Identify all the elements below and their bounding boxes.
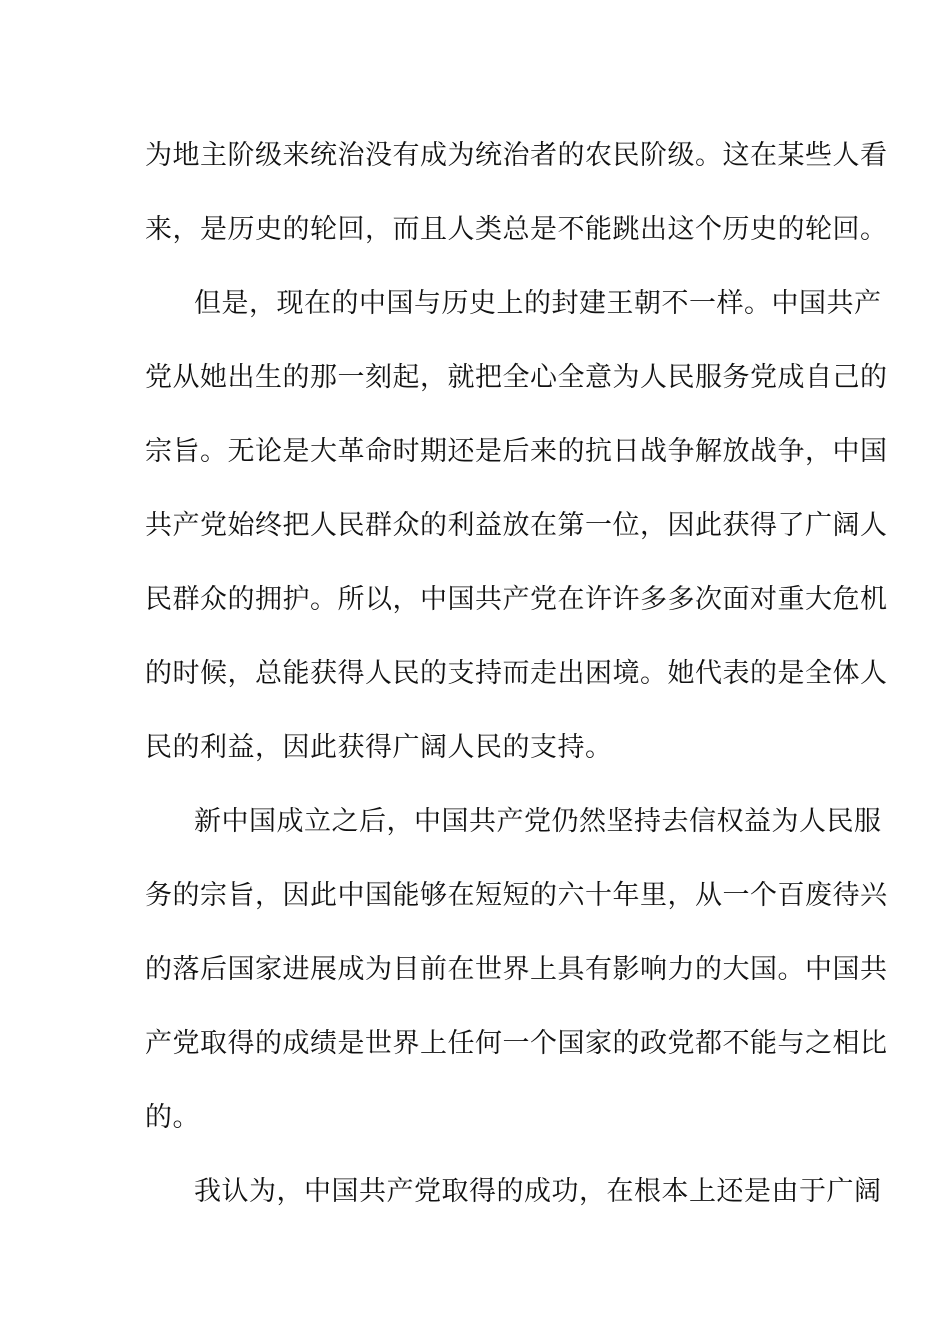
text-line-1: 为地主阶级来统治没有成为统治者的农民阶级。这在某些人看 bbox=[145, 140, 888, 171]
text-line-7: 民群众的拥护。所以，中国共产党在许许多多次面对重大危机 bbox=[145, 584, 888, 615]
text-line-14: 的。 bbox=[145, 1102, 200, 1133]
text-line-13: 产党取得的成绩是世界上任何一个国家的政党都不能与之相比 bbox=[145, 1028, 888, 1059]
text-line-11: 务的宗旨，因此中国能够在短短的六十年里，从一个百废待兴 bbox=[145, 880, 888, 911]
text-line-2: 来，是历史的轮回，而且人类总是不能跳出这个历史的轮回。 bbox=[145, 214, 888, 245]
text-line-5: 宗旨。无论是大革命时期还是后来的抗日战争解放战争，中国 bbox=[145, 436, 888, 467]
text-line-15: 我认为，中国共产党取得的成功，在根本上还是由于广阔 bbox=[194, 1176, 882, 1207]
text-line-9: 民的利益，因此获得广阔人民的支持。 bbox=[145, 732, 613, 763]
text-line-10: 新中国成立之后，中国共产党仍然坚持去信权益为人民服 bbox=[194, 806, 882, 837]
text-line-6: 共产党始终把人民群众的利益放在第一位，因此获得了广阔人 bbox=[145, 510, 888, 541]
text-line-3: 但是，现在的中国与历史上的封建王朝不一样。中国共产 bbox=[194, 288, 882, 319]
text-line-8: 的时候，总能获得人民的支持而走出困境。她代表的是全体人 bbox=[145, 658, 888, 689]
document-body bbox=[145, 130, 888, 1240]
text-line-4: 党从她出生的那一刻起，就把全心全意为人民服务党成自己的 bbox=[145, 362, 888, 393]
text-line-12: 的落后国家进展成为目前在世界上具有影响力的大国。中国共 bbox=[145, 954, 888, 985]
